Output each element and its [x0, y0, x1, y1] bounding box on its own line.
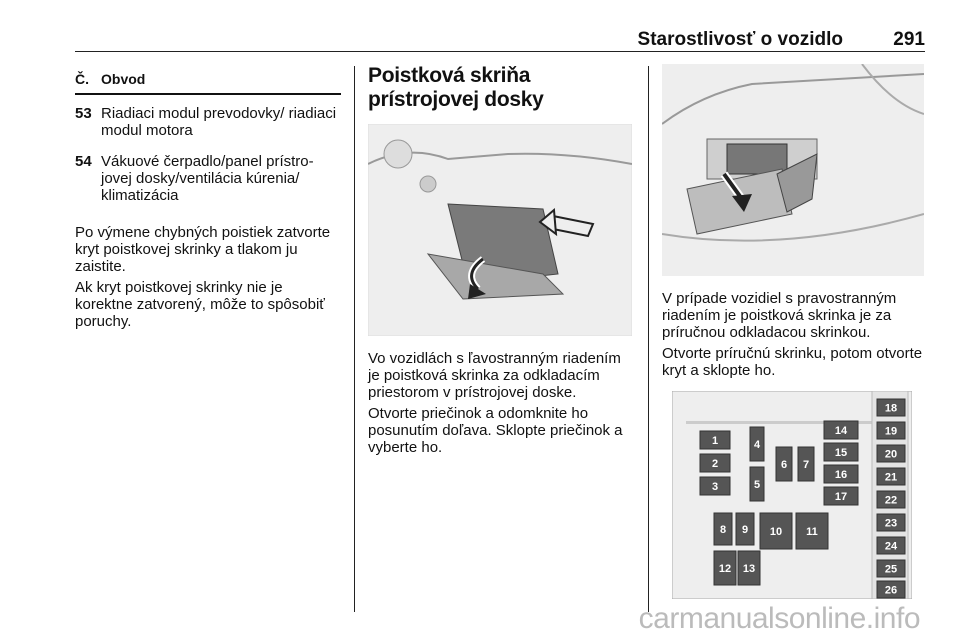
page-header [75, 27, 925, 52]
paragraph-rhd-location: V prípade vozidiel s pravostranným riadením je poistková skrinka je za príručnou odkladacou skrinkou. [662, 290, 897, 341]
fuse-label: 24 [884, 540, 898, 553]
fuse-label: 8 [719, 524, 727, 536]
illustration-lhd-fusebox [368, 124, 632, 336]
fuse-label: 1 [711, 435, 719, 447]
table-row [75, 95, 341, 143]
table-row-text: Riadiaci modul prevodovky/ riadiaci modul motora [101, 105, 337, 139]
fuse-label: 18 [884, 402, 898, 415]
fuse-label: 22 [884, 494, 898, 507]
fuse-label: 2 [711, 458, 719, 470]
fuse-label: 16 [834, 469, 848, 481]
paragraph-cover-warning: Ak kryt poistkovej skrinky nie je korektne zatvorený, môže to spôsobiť poruchy. [75, 279, 325, 330]
paragraph-replace-fuses: Po výmene chybných poistiek zatvorte kryt poistkovej skrinky a tlakom ju zaistite. [75, 224, 331, 275]
fuse-layout-diagram [672, 391, 912, 599]
fuse-label: 20 [884, 448, 898, 461]
fuse-label: 7 [802, 459, 810, 471]
fuse-label: 17 [834, 491, 848, 503]
paragraph-lhd-location: Vo vozidlách s ľavostranným riadením je poistková skrinka za odkladacím priestorom v prístrojovej doske. [368, 350, 621, 401]
page-number: 291 [893, 29, 925, 50]
fuse-label: 19 [884, 425, 898, 438]
fuse-label: 23 [884, 517, 898, 530]
fuse-label: 6 [780, 459, 788, 471]
fuse-label: 13 [742, 563, 756, 575]
fuse-label: 25 [884, 563, 898, 576]
table-row-number: 53 [75, 105, 92, 122]
fuse-label: 11 [806, 526, 818, 538]
column-divider [354, 66, 355, 612]
column-left [75, 64, 341, 330]
fuse-label: 21 [884, 471, 898, 484]
fuse-label: 4 [753, 439, 761, 451]
column-divider [648, 66, 649, 612]
fuse-label: 14 [834, 425, 848, 437]
paragraph-rhd-instructions: Otvorte príručnú skrinku, potom otvorte kryt a sklopte ho. [662, 345, 923, 379]
watermark: carmanualsonline.info [638, 602, 920, 635]
fuse-label: 9 [741, 524, 749, 536]
fuse-label: 10 [769, 526, 783, 538]
illustration-rhd-glovebox [662, 64, 924, 276]
fuse-label: 3 [711, 481, 719, 493]
fuse-table-header [75, 64, 341, 95]
section-title: Poistková skriňa prístrojovej dosky [368, 64, 544, 111]
table-header-number: Č. [75, 71, 89, 87]
table-row-text: Vákuové čerpadlo/panel prístro-jovej dosky/ventilácia kúrenia/ klimatizácia [101, 153, 314, 204]
table-row [75, 143, 341, 208]
fuse-label: 26 [884, 584, 898, 597]
table-header-circuit: Obvod [101, 71, 146, 87]
fuse-label: 5 [753, 479, 761, 491]
column-right [662, 64, 924, 599]
fuse-label: 15 [834, 447, 848, 459]
column-middle [368, 64, 634, 456]
table-row-number: 54 [75, 153, 92, 170]
fuse-label: 12 [718, 563, 732, 575]
paragraph-lhd-instructions: Otvorte priečinok a odomknite ho posunutím doľava. Sklopte priečinok a vyberte ho. [368, 405, 623, 456]
page-title: Starostlivosť o vozidlo [637, 29, 843, 50]
